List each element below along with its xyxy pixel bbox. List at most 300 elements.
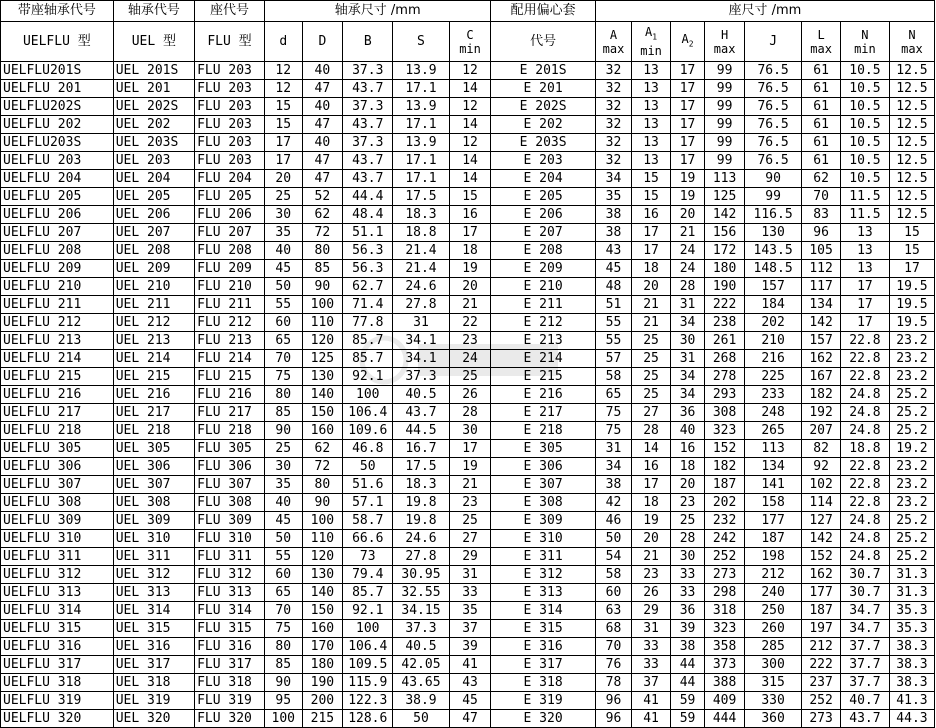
table-cell: 35 (264, 224, 302, 242)
table-cell: 50 (595, 530, 632, 548)
table-cell: UEL 314 (113, 602, 194, 620)
table-cell: FLU 203 (195, 62, 265, 80)
table-cell: 17 (840, 278, 889, 296)
table-cell: 13 (840, 260, 889, 278)
table-cell: 25 (449, 368, 491, 386)
table-cell: 47 (302, 170, 343, 188)
table-cell: 25.2 (889, 548, 934, 566)
table-cell: 76.5 (744, 134, 801, 152)
table-cell: 58 (595, 368, 632, 386)
col-header-d: d (264, 22, 302, 62)
table-cell: 19 (670, 188, 704, 206)
col-header-A1-sub: 1 (652, 32, 658, 42)
table-cell: 17.5 (393, 188, 449, 206)
table-row (1, 422, 935, 440)
table-cell: UEL 212 (113, 314, 194, 332)
table-cell: 19 (670, 170, 704, 188)
table-cell: 30 (449, 422, 491, 440)
table-cell: 187 (802, 602, 841, 620)
table-cell: 11.5 (840, 188, 889, 206)
table-cell: UELFLU 307 (1, 476, 114, 494)
table-cell: 120 (302, 332, 343, 350)
table-cell: 17.1 (393, 152, 449, 170)
table-cell: UEL 214 (113, 350, 194, 368)
table-cell: 210 (744, 332, 801, 350)
table-cell: 33 (449, 584, 491, 602)
table-cell: 75 (595, 422, 632, 440)
table-cell: E 201S (491, 62, 595, 80)
table-cell: 22.8 (840, 458, 889, 476)
table-cell: 55 (264, 296, 302, 314)
table-cell: 61 (802, 62, 841, 80)
table-cell: 13 (840, 224, 889, 242)
table-cell: 134 (802, 296, 841, 314)
table-cell: 45 (449, 692, 491, 710)
table-cell: 20 (449, 278, 491, 296)
table-cell: 10.5 (840, 152, 889, 170)
table-cell: 32 (595, 98, 632, 116)
table-cell: 102 (802, 476, 841, 494)
table-cell: 43.7 (343, 152, 393, 170)
table-cell: 130 (744, 224, 801, 242)
table-cell: 162 (802, 350, 841, 368)
table-cell: E 312 (491, 566, 595, 584)
table-row (1, 296, 935, 314)
table-row (1, 584, 935, 602)
table-cell: FLU 204 (195, 170, 265, 188)
table-cell: 323 (705, 422, 745, 440)
table-cell: 72 (302, 458, 343, 476)
table-cell: 17 (670, 134, 704, 152)
table-row (1, 134, 935, 152)
table-cell: 23.2 (889, 350, 934, 368)
table-cell: 36 (670, 404, 704, 422)
table-cell: 25 (632, 386, 671, 404)
table-cell: UELFLU 316 (1, 638, 114, 656)
col-header-A (595, 22, 632, 62)
table-cell: UELFLU 311 (1, 548, 114, 566)
table-cell: E 311 (491, 548, 595, 566)
table-cell: 202 (705, 494, 745, 512)
table-cell: 58.7 (343, 512, 393, 530)
table-cell: 12.5 (889, 62, 934, 80)
table-cell: 444 (705, 710, 745, 728)
table-cell: 20 (632, 530, 671, 548)
table-cell: 24.8 (840, 386, 889, 404)
table-cell: 260 (744, 620, 801, 638)
table-cell: 73 (343, 548, 393, 566)
table-cell: 18.3 (393, 206, 449, 224)
table-row (1, 170, 935, 188)
table-cell: UELFLU 207 (1, 224, 114, 242)
table-cell: FLU 203 (195, 134, 265, 152)
table-cell: 22.8 (840, 368, 889, 386)
table-cell: 17 (670, 98, 704, 116)
table-cell: FLU 312 (195, 566, 265, 584)
table-cell: 37 (632, 674, 671, 692)
table-cell: 112 (802, 260, 841, 278)
table-cell: 47 (449, 710, 491, 728)
table-cell: UELFLU 208 (1, 242, 114, 260)
table-cell: FLU 207 (195, 224, 265, 242)
table-cell: UELFLU 201 (1, 80, 114, 98)
table-cell: 21 (632, 548, 671, 566)
col-header-N-max-top: N (908, 27, 916, 42)
table-cell: 216 (744, 350, 801, 368)
table-cell: 18.8 (393, 224, 449, 242)
table-cell: 293 (705, 386, 745, 404)
table-cell: FLU 205 (195, 188, 265, 206)
table-cell: 99 (705, 116, 745, 134)
table-cell: 92.1 (343, 602, 393, 620)
table-cell: 41.3 (889, 692, 934, 710)
table-cell: 37.3 (393, 620, 449, 638)
table-cell: UEL 312 (113, 566, 194, 584)
table-cell: FLU 206 (195, 206, 265, 224)
table-cell: 222 (802, 656, 841, 674)
table-cell: E 307 (491, 476, 595, 494)
table-cell: 100 (343, 386, 393, 404)
table-cell: 51 (595, 296, 632, 314)
table-cell: 43.7 (393, 404, 449, 422)
table-cell: 110 (302, 530, 343, 548)
table-cell: 24.8 (840, 512, 889, 530)
table-cell: 45 (264, 260, 302, 278)
table-row (1, 656, 935, 674)
table-cell: UEL 201 (113, 80, 194, 98)
table-cell: UEL 218 (113, 422, 194, 440)
table-cell: 46 (595, 512, 632, 530)
table-cell: UEL 208 (113, 242, 194, 260)
table-cell: E 320 (491, 710, 595, 728)
table-cell: 409 (705, 692, 745, 710)
table-cell: 33 (632, 638, 671, 656)
table-cell: 17 (670, 62, 704, 80)
table-cell: 22.8 (840, 350, 889, 368)
table-cell: 47 (302, 116, 343, 134)
table-cell: 59 (670, 692, 704, 710)
table-cell: 96 (595, 710, 632, 728)
table-cell: 25.2 (889, 404, 934, 422)
table-cell: 21 (449, 476, 491, 494)
table-cell: 23 (449, 332, 491, 350)
table-cell: 15 (264, 98, 302, 116)
table-row (1, 602, 935, 620)
table-cell: 37.3 (343, 62, 393, 80)
table-cell: 13 (840, 242, 889, 260)
table-cell: 21 (449, 296, 491, 314)
table-cell: 15 (264, 116, 302, 134)
table-cell: 32 (595, 116, 632, 134)
table-cell: UEL 307 (113, 476, 194, 494)
table-cell: 20 (264, 170, 302, 188)
table-cell: 142 (802, 530, 841, 548)
table-cell: 76.5 (744, 62, 801, 80)
group-header-insert-code: 轴承代号 (113, 1, 194, 22)
table-cell: E 204 (491, 170, 595, 188)
table-cell: 37.3 (343, 98, 393, 116)
table-cell: 34 (595, 170, 632, 188)
table-cell: 85 (264, 656, 302, 674)
table-cell: 187 (744, 530, 801, 548)
table-cell: 75 (264, 620, 302, 638)
table-cell: 212 (802, 638, 841, 656)
table-cell: 10.5 (840, 134, 889, 152)
table-cell: 34.7 (840, 620, 889, 638)
table-cell: E 205 (491, 188, 595, 206)
table-cell: 12 (449, 62, 491, 80)
table-cell: 37.7 (840, 638, 889, 656)
table-cell: 17.1 (393, 116, 449, 134)
table-cell: 83 (802, 206, 841, 224)
table-cell: 76 (595, 656, 632, 674)
table-cell: 28 (632, 422, 671, 440)
table-cell: 360 (744, 710, 801, 728)
table-cell: 25 (670, 512, 704, 530)
table-cell: 252 (705, 548, 745, 566)
table-cell: FLU 314 (195, 602, 265, 620)
table-cell: 122.3 (343, 692, 393, 710)
table-cell: 150 (302, 602, 343, 620)
col-header-N-max-bot: max (901, 41, 923, 56)
table-cell: 55 (264, 548, 302, 566)
table-cell: 76.5 (744, 80, 801, 98)
table-cell: FLU 316 (195, 638, 265, 656)
table-cell: 197 (802, 620, 841, 638)
table-cell: E 214 (491, 350, 595, 368)
table-cell: FLU 318 (195, 674, 265, 692)
table-cell: UEL 217 (113, 404, 194, 422)
group-header-bearing-dims: 轴承尺寸 /mm (264, 1, 490, 22)
table-cell: 323 (705, 620, 745, 638)
table-cell: 17 (670, 152, 704, 170)
table-cell: 96 (802, 224, 841, 242)
col-header-A1 (632, 22, 671, 62)
table-cell: UELFLU 211 (1, 296, 114, 314)
table-cell: UELFLU 318 (1, 674, 114, 692)
table-cell: 30 (670, 332, 704, 350)
table-cell: UELFLU 206 (1, 206, 114, 224)
table-cell: 17 (449, 224, 491, 242)
table-cell: UELFLU 319 (1, 692, 114, 710)
table-cell: 31 (632, 620, 671, 638)
table-cell: E 213 (491, 332, 595, 350)
table-cell: 78 (595, 674, 632, 692)
table-cell: UELFLU201S (1, 62, 114, 80)
table-cell: 172 (705, 242, 745, 260)
table-cell: FLU 211 (195, 296, 265, 314)
table-cell: 25.2 (889, 530, 934, 548)
table-row (1, 80, 935, 98)
col-header-C-top: C (466, 27, 474, 42)
table-cell: 40 (670, 422, 704, 440)
table-cell: 157 (802, 332, 841, 350)
table-cell: 60 (264, 314, 302, 332)
table-row (1, 674, 935, 692)
table-cell: 44.3 (889, 710, 934, 728)
table-cell: 23.2 (889, 332, 934, 350)
table-cell: UEL 317 (113, 656, 194, 674)
table-cell: 42.05 (393, 656, 449, 674)
table-cell: UEL 207 (113, 224, 194, 242)
table-cell: 18.3 (393, 476, 449, 494)
table-row (1, 98, 935, 116)
table-cell: 38 (670, 638, 704, 656)
table-cell: 63 (595, 602, 632, 620)
table-cell: 37 (449, 620, 491, 638)
table-cell: 177 (802, 584, 841, 602)
table-cell: 56.3 (343, 260, 393, 278)
table-cell: UEL 216 (113, 386, 194, 404)
table-cell: 23 (632, 566, 671, 584)
table-cell: FLU 310 (195, 530, 265, 548)
table-cell: 80 (264, 638, 302, 656)
table-cell: 30 (670, 548, 704, 566)
table-cell: 16 (449, 206, 491, 224)
table-cell: 23.2 (889, 494, 934, 512)
table-cell: 12.5 (889, 98, 934, 116)
table-cell: FLU 315 (195, 620, 265, 638)
table-cell: 79.4 (343, 566, 393, 584)
table-cell: 130 (302, 368, 343, 386)
table-row (1, 368, 935, 386)
table-cell: 42 (595, 494, 632, 512)
table-row (1, 512, 935, 530)
table-cell: 24.8 (840, 530, 889, 548)
table-cell: FLU 305 (195, 440, 265, 458)
table-cell: 34 (670, 368, 704, 386)
table-cell: UELFLU 315 (1, 620, 114, 638)
table-cell: 68 (595, 620, 632, 638)
table-cell: FLU 203 (195, 80, 265, 98)
table-cell: 25.2 (889, 386, 934, 404)
table-cell: 212 (744, 566, 801, 584)
table-cell: FLU 217 (195, 404, 265, 422)
table-cell: UEL 320 (113, 710, 194, 728)
table-cell: 99 (744, 188, 801, 206)
table-cell: 55 (595, 314, 632, 332)
col-header-A2-sub: 2 (688, 39, 694, 49)
col-header-N-min-bot: min (854, 41, 876, 56)
table-cell: E 203S (491, 134, 595, 152)
table-cell: 85.7 (343, 350, 393, 368)
table-cell: E 317 (491, 656, 595, 674)
table-cell: E 211 (491, 296, 595, 314)
table-cell: FLU 306 (195, 458, 265, 476)
table-cell: 90 (264, 422, 302, 440)
table-cell: 134 (744, 458, 801, 476)
table-cell: 34 (595, 458, 632, 476)
table-cell: 15 (449, 188, 491, 206)
table-cell: 158 (744, 494, 801, 512)
table-cell: 65 (595, 386, 632, 404)
table-cell: 167 (802, 368, 841, 386)
table-cell: 31.3 (889, 584, 934, 602)
table-cell: FLU 320 (195, 710, 265, 728)
table-cell: 70 (264, 602, 302, 620)
table-cell: 18 (632, 494, 671, 512)
table-cell: 70 (802, 188, 841, 206)
table-cell: 25.2 (889, 422, 934, 440)
table-cell: FLU 213 (195, 332, 265, 350)
table-cell: 30.7 (840, 566, 889, 584)
table-cell: FLU 309 (195, 512, 265, 530)
table-cell: 12.5 (889, 188, 934, 206)
table-cell: E 202S (491, 98, 595, 116)
table-cell: 12 (264, 62, 302, 80)
table-row (1, 314, 935, 332)
col-header-A-bot: max (602, 41, 625, 56)
table-cell: 182 (802, 386, 841, 404)
table-cell: 50 (264, 278, 302, 296)
table-row (1, 224, 935, 242)
table-cell: 202 (744, 314, 801, 332)
table-cell: 17.1 (393, 170, 449, 188)
table-cell: 17 (889, 260, 934, 278)
table-cell: 13 (632, 152, 671, 170)
table-cell: 19.8 (393, 494, 449, 512)
table-cell: 330 (744, 692, 801, 710)
table-cell: 25 (632, 350, 671, 368)
table-row (1, 350, 935, 368)
table-cell: 15 (632, 188, 671, 206)
table-cell: 61 (802, 98, 841, 116)
table-cell: 40 (302, 98, 343, 116)
table-cell: 61 (802, 80, 841, 98)
table-cell: 90 (302, 278, 343, 296)
table-cell: 75 (595, 404, 632, 422)
table-cell: E 206 (491, 206, 595, 224)
table-cell: UEL 203S (113, 134, 194, 152)
table-cell: 25 (264, 188, 302, 206)
col-header-L (802, 22, 841, 62)
table-cell: 30 (264, 206, 302, 224)
table-cell: 43.7 (343, 80, 393, 98)
table-cell: 99 (705, 98, 745, 116)
table-cell: 12.5 (889, 152, 934, 170)
table-cell: 48.4 (343, 206, 393, 224)
group-header-bearing-code: 带座轴承代号 (1, 1, 114, 22)
table-cell: 36 (670, 602, 704, 620)
table-cell: 190 (705, 278, 745, 296)
table-cell: 37.3 (393, 368, 449, 386)
table-cell: 45 (595, 260, 632, 278)
table-row (1, 548, 935, 566)
col-header-H-bot: max (713, 41, 736, 56)
table-cell: 278 (705, 368, 745, 386)
table-cell: 92.1 (343, 368, 393, 386)
table-cell: 30.95 (393, 566, 449, 584)
table-cell: 17 (840, 314, 889, 332)
table-cell: 150 (302, 404, 343, 422)
table-cell: 142 (802, 314, 841, 332)
col-header-uel: UEL 型 (113, 22, 194, 62)
col-header-S: S (393, 22, 449, 62)
table-cell: E 315 (491, 620, 595, 638)
table-cell: E 313 (491, 584, 595, 602)
table-cell: 15 (889, 224, 934, 242)
table-cell: 51.1 (343, 224, 393, 242)
table-cell: UELFLU 205 (1, 188, 114, 206)
table-cell: 14 (449, 80, 491, 98)
table-cell: 44 (670, 674, 704, 692)
col-header-A1-bot: min (640, 44, 662, 59)
table-cell: 24.8 (840, 404, 889, 422)
table-cell: FLU 218 (195, 422, 265, 440)
col-header-A-top: A (609, 27, 618, 42)
col-header-L-bot: max (810, 41, 832, 56)
table-cell: UELFLU 218 (1, 422, 114, 440)
